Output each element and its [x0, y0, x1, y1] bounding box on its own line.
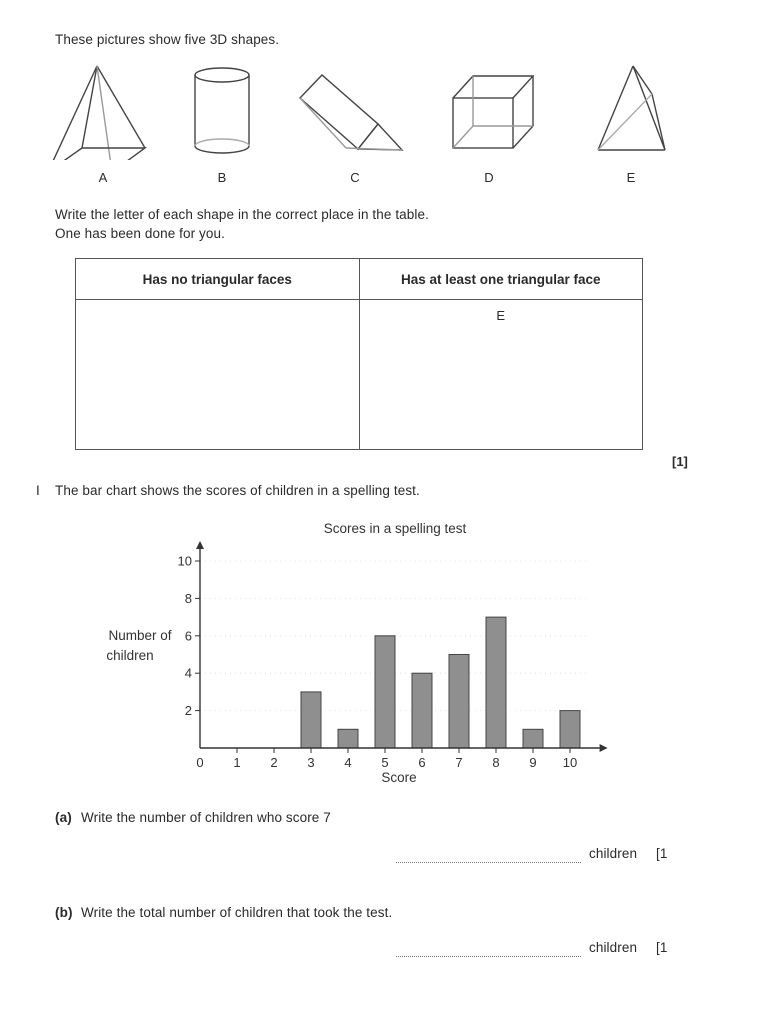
bar-6 [412, 673, 432, 748]
bar-9 [523, 729, 543, 748]
x-tick-label: 1 [233, 755, 241, 770]
triangular-prism-shape [300, 75, 402, 150]
part-b-mark: [1 [656, 940, 668, 955]
y-tick-label: 6 [184, 628, 192, 644]
part-a-label: (a) [55, 810, 72, 825]
part-a-unit: children [589, 846, 638, 861]
part-a-mark: [1 [656, 846, 668, 861]
bar-chart-intro: The bar chart shows the scores of children in a spelling test. [55, 483, 420, 498]
x-tick-label: 4 [344, 755, 352, 770]
part-b-label: (b) [55, 905, 73, 920]
bar-4 [338, 729, 358, 748]
x-tick-label: 10 [562, 755, 578, 770]
y-axis-arrow [196, 541, 204, 549]
y-tick-label: 4 [184, 665, 192, 681]
y-tick-label: 10 [177, 553, 192, 569]
tetrahedron-shape [598, 66, 665, 150]
part-b-unit: children [589, 940, 638, 955]
y-tick-label: 2 [184, 703, 192, 719]
chart-ylabel: Number of children [106, 628, 172, 663]
x-tick-label: 6 [418, 755, 426, 770]
mark-question-1: [1] [672, 454, 688, 469]
cylinder-shape [195, 68, 249, 153]
part-a-text: Write the number of children who score 7 [81, 810, 331, 825]
shape-label-a: A [98, 170, 108, 185]
instruction-line-2: One has been done for you. [55, 226, 225, 241]
bar-7 [449, 655, 469, 749]
part-a-answer-line[interactable] [396, 862, 581, 863]
bar-3 [301, 692, 321, 748]
chart-xlabel: Score [381, 770, 417, 785]
x-tick-label: 2 [270, 755, 278, 770]
part-b-answer-line[interactable] [396, 956, 581, 957]
x-tick-label: 5 [381, 755, 389, 770]
x-tick-label: 7 [455, 755, 463, 770]
cube-shape [453, 76, 533, 148]
answer-cell-no-triangular[interactable] [76, 300, 360, 450]
x-axis-arrow [600, 744, 608, 752]
shape-label-c: C [350, 170, 360, 185]
bar-10 [560, 711, 580, 748]
answer-cell-triangular[interactable]: E [359, 300, 643, 450]
bar-8 [486, 617, 506, 748]
question-number: I [36, 483, 40, 498]
bar-chart [0, 510, 768, 800]
chart-title: Scores in a spelling test [323, 521, 467, 536]
x-tick-label: 3 [307, 755, 315, 770]
x-tick-label: 0 [196, 755, 204, 770]
instruction-line-1: Write the letter of each shape in the correct place in the table. [55, 207, 429, 222]
shape-label-d: D [484, 170, 494, 185]
x-tick-label: 9 [529, 755, 537, 770]
header-has-triangular-face: Has at least one triangular face [359, 259, 643, 300]
part-b-text: Write the total number of children that took the test. [81, 905, 393, 920]
shapes-illustration [0, 60, 768, 160]
square-pyramid-shape [48, 66, 145, 160]
intro-text: These pictures show five 3D shapes. [55, 32, 280, 47]
shape-label-b: B [217, 170, 227, 185]
x-tick-label: 8 [492, 755, 500, 770]
classification-table [75, 258, 643, 450]
y-tick-label: 8 [184, 590, 192, 606]
bar-5 [375, 636, 395, 748]
shape-label-e: E [626, 170, 636, 185]
header-no-triangular-faces: Has no triangular faces [76, 259, 360, 300]
